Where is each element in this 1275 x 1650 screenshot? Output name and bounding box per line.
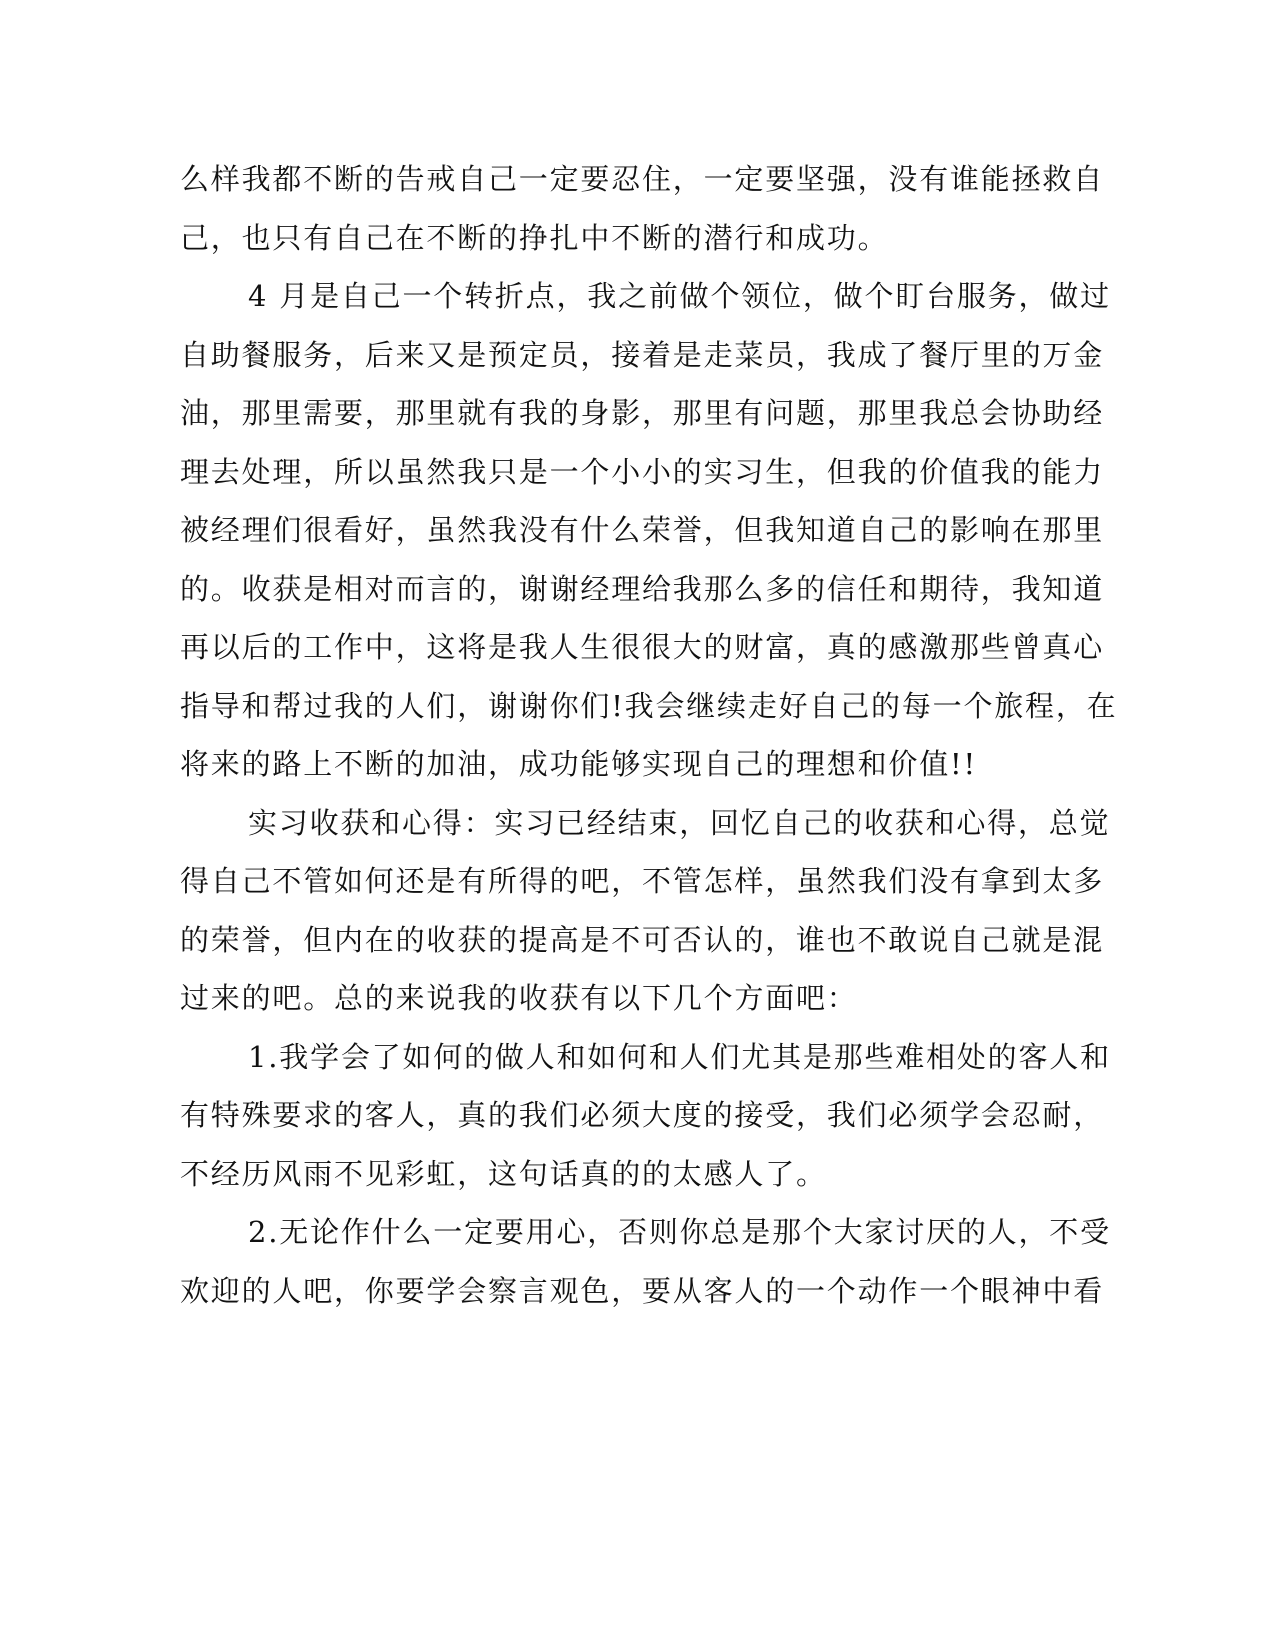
text-line: 被经理们很看好，虽然我没有什么荣誉，但我知道自己的影响在那里: [180, 513, 1105, 547]
text-line: 理去处理，所以虽然我只是一个小小的实习生，但我的价值我的能力: [180, 454, 1105, 489]
text-line: 的。收获是相对而言的，谢谢经理给我那么多的信任和期待，我知道: [180, 571, 1105, 606]
text-line: 的荣誉，但内在的收获的提高是不可否认的，谁也不敢说自己就是混: [180, 922, 1105, 957]
text-line: 得自己不管如何还是有所得的吧，不管怎样，虽然我们没有拿到太多: [180, 864, 1105, 898]
paragraph-start-line: 2.无论作什么一定要用心，否则你总是那个大家讨厌的人，不受: [248, 1215, 1111, 1249]
text-line: 过来的吧。总的来说我的收获有以下几个方面吧：: [180, 981, 858, 1015]
text-line: 有特殊要求的客人，真的我们必须大度的接受，我们必须学会忍耐，: [180, 1098, 1105, 1132]
text-line: 自助餐服务，后来又是预定员，接着是走菜员，我成了餐厅里的万金: [180, 337, 1105, 372]
text-line: 油，那里需要，那里就有我的身影，那里有问题，那里我总会协助经: [180, 396, 1105, 430]
text-line: 指导和帮过我的人们，谢谢你们!我会继续走好自己的每一个旅程，在: [180, 688, 1118, 723]
text-line: 己，也只有自己在不断的挣扎中不断的潜行和成功。: [180, 220, 889, 255]
paragraph-start-line: 4 月是自己一个转折点，我之前做个领位，做个盯台服务，做过: [248, 279, 1111, 313]
document-body: [180, 150, 1118, 1320]
paragraph-start-line: 1.我学会了如何的做人和如何和人们尤其是那些难相处的客人和: [248, 1039, 1111, 1074]
text-line: 将来的路上不断的加油，成功能够实现自己的理想和价值!!: [180, 747, 977, 781]
text-line: 再以后的工作中，这将是我人生很很大的财富，真的感激那些曾真心: [180, 630, 1105, 664]
text-line: 不经历风雨不见彩虹，这句话真的的太感人了。: [180, 1156, 827, 1191]
text-line: 欢迎的人吧，你要学会察言观色，要从客人的一个动作一个眼神中看: [180, 1273, 1105, 1308]
text-line: 么样我都不断的告戒自己一定要忍住，一定要坚强，没有谁能拯救自: [180, 162, 1105, 196]
paragraph-start-line: 实习收获和心得：实习已经结束，回忆自己的收获和心得，总觉: [248, 805, 1111, 840]
